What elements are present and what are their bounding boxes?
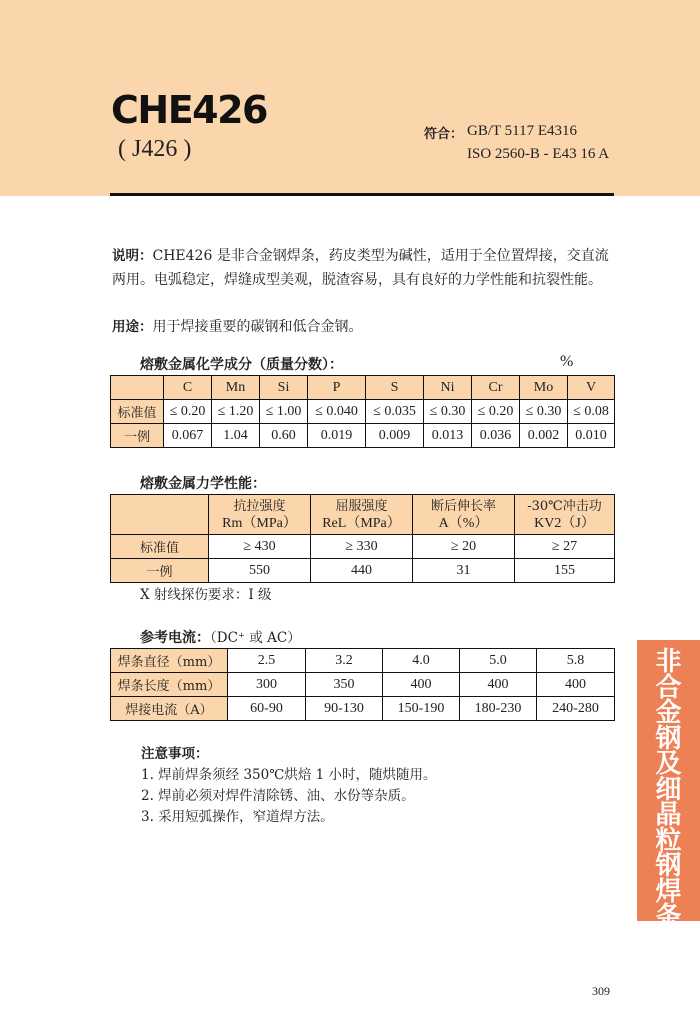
- side-char: 非: [655, 647, 682, 677]
- side-char: 合: [655, 672, 682, 703]
- mechanical-corner: [111, 495, 209, 535]
- cell: 240-280: [537, 697, 615, 721]
- table-row: [111, 400, 615, 424]
- cell: ≥ 20: [413, 535, 515, 559]
- col-impact: [515, 495, 615, 535]
- table-row: [111, 559, 615, 583]
- col-s: S: [366, 376, 424, 400]
- mechanical-header-row: [111, 495, 615, 535]
- cell: 150-190: [383, 697, 460, 721]
- side-char: 钢: [655, 723, 682, 754]
- usage-label: 用途：: [112, 319, 153, 335]
- note-item: 3. 采用短弧操作，窄道焊方法。: [141, 809, 334, 825]
- usage-text: 用于焊接重要的碳钢和低合金钢。: [152, 319, 363, 335]
- description-label: 说明：: [112, 248, 153, 264]
- side-tab-text: [637, 647, 700, 932]
- col-p: P: [308, 376, 366, 400]
- chemical-title: 熔敷金属化学成分（质量分数）：: [140, 357, 343, 373]
- col-mo: Mo: [520, 376, 568, 400]
- standards-label: 符合：: [424, 127, 464, 142]
- side-char: 焊: [655, 876, 682, 907]
- col-elongation: [413, 495, 515, 535]
- product-alias: ( J426 ): [118, 136, 192, 162]
- col-ni: Ni: [424, 376, 472, 400]
- side-char: 钢: [655, 851, 682, 881]
- col-v: V: [568, 376, 615, 400]
- table-row: [111, 697, 615, 721]
- col-cr: Cr: [472, 376, 520, 400]
- table-row: [111, 424, 615, 448]
- chemical-table: [110, 375, 615, 448]
- col-unit: A（%）: [438, 515, 489, 531]
- description-text: CHE426 是非合金钢焊条，药皮类型为碱性，适用于全位置焊接，交直流两用。电弧稳定，焊缝成型美观，脱渣容易，具有良好的力学性能和抗裂性能。: [112, 248, 609, 288]
- table-row: [111, 649, 615, 673]
- table-row: [111, 673, 615, 697]
- cell: 300: [228, 673, 306, 697]
- side-char: 粒: [655, 825, 682, 856]
- standard-gb: GB/T 5117 E4316: [467, 123, 578, 139]
- cell: ≤ 0.035: [366, 400, 424, 424]
- cell: 5.0: [460, 649, 537, 673]
- usage-paragraph: [112, 315, 622, 339]
- cell: ≤ 0.08: [568, 400, 615, 424]
- note-item: 2. 焊前必须对焊件清除锈、油、水份等杂质。: [141, 788, 415, 804]
- side-char: 金: [655, 698, 682, 728]
- cell: 0.019: [308, 424, 366, 448]
- cell: ≤ 0.20: [472, 400, 520, 424]
- cell: 3.2: [306, 649, 383, 673]
- current-heading: [140, 626, 301, 647]
- cell: 0.067: [164, 424, 212, 448]
- col-mn: Mn: [212, 376, 260, 400]
- header-band: [0, 0, 700, 196]
- col-c: C: [164, 376, 212, 400]
- col-name: -30℃冲击功: [527, 498, 602, 514]
- side-char: 条: [655, 902, 682, 932]
- col-tensile: [209, 495, 311, 535]
- col-yield: [311, 495, 413, 535]
- cell: 0.010: [568, 424, 615, 448]
- page-number: 309: [592, 984, 610, 998]
- chemical-header-row: [111, 376, 615, 400]
- row-label: 焊条直径（mm）: [111, 649, 228, 673]
- cell: 0.60: [260, 424, 308, 448]
- section-side-tab: [637, 640, 700, 932]
- current-note: （DC⁺ 或 AC）: [210, 630, 301, 646]
- cell: ≥ 27: [515, 535, 615, 559]
- cell: 0.036: [472, 424, 520, 448]
- cell: ≥ 430: [209, 535, 311, 559]
- cell: 0.013: [424, 424, 472, 448]
- description-paragraph: [112, 244, 622, 292]
- cell: ≥ 330: [311, 535, 413, 559]
- col-name: 抗拉强度: [233, 498, 286, 514]
- col-unit: Rm（MPa）: [222, 515, 297, 531]
- current-title: 参考电流：: [140, 630, 210, 646]
- col-unit: KV2（J）: [534, 515, 595, 531]
- row-label: 一例: [111, 559, 209, 583]
- cell: ≤ 1.00: [260, 400, 308, 424]
- cell: 60-90: [228, 697, 306, 721]
- chemical-unit: %: [560, 353, 574, 370]
- col-name: 断后伸长率: [430, 498, 496, 514]
- cell: ≤ 0.20: [164, 400, 212, 424]
- row-label: 焊接电流（A）: [111, 697, 228, 721]
- cell: 1.04: [212, 424, 260, 448]
- note-item: 1. 焊前焊条须经 350℃烘焙 1 小时，随烘随用。: [141, 767, 437, 783]
- cell: 0.009: [366, 424, 424, 448]
- current-table: [110, 648, 615, 721]
- cell: 0.002: [520, 424, 568, 448]
- cell: 350: [306, 673, 383, 697]
- row-label: 焊条长度（mm）: [111, 673, 228, 697]
- col-name: 屈服强度: [335, 498, 388, 514]
- cell: ≤ 0.30: [424, 400, 472, 424]
- cell: 400: [460, 673, 537, 697]
- cell: 90-130: [306, 697, 383, 721]
- side-char: 细: [655, 774, 682, 805]
- cell: 400: [383, 673, 460, 697]
- standard-iso: ISO 2560-B - E43 16 A: [467, 146, 610, 162]
- cell: 180-230: [460, 697, 537, 721]
- cell: ≤ 0.040: [308, 400, 366, 424]
- cell: 2.5: [228, 649, 306, 673]
- table-row: [111, 535, 615, 559]
- cell: 400: [537, 673, 615, 697]
- cell: ≤ 0.30: [520, 400, 568, 424]
- side-char: 晶: [655, 800, 682, 830]
- mechanical-title: 熔敷金属力学性能：: [140, 476, 266, 492]
- mechanical-table: [110, 494, 615, 583]
- col-unit: ReL（MPa）: [322, 515, 401, 531]
- notes-title: 注意事项：: [141, 746, 209, 762]
- cell: 550: [209, 559, 311, 583]
- col-si: Si: [260, 376, 308, 400]
- cell: 155: [515, 559, 615, 583]
- notes-section: [141, 744, 437, 828]
- cell: 4.0: [383, 649, 460, 673]
- row-label: 标准值: [111, 400, 164, 424]
- header-rule: [110, 193, 614, 196]
- cell: 5.8: [537, 649, 615, 673]
- row-label: 一例: [111, 424, 164, 448]
- cell: 440: [311, 559, 413, 583]
- chemical-corner: [111, 376, 164, 400]
- row-label: 标准值: [111, 535, 209, 559]
- cell: ≤ 1.20: [212, 400, 260, 424]
- product-title: CHE426: [111, 88, 267, 132]
- xray-requirement: X 射线探伤要求：I 级: [140, 587, 272, 603]
- side-char: 及: [655, 749, 682, 779]
- cell: 31: [413, 559, 515, 583]
